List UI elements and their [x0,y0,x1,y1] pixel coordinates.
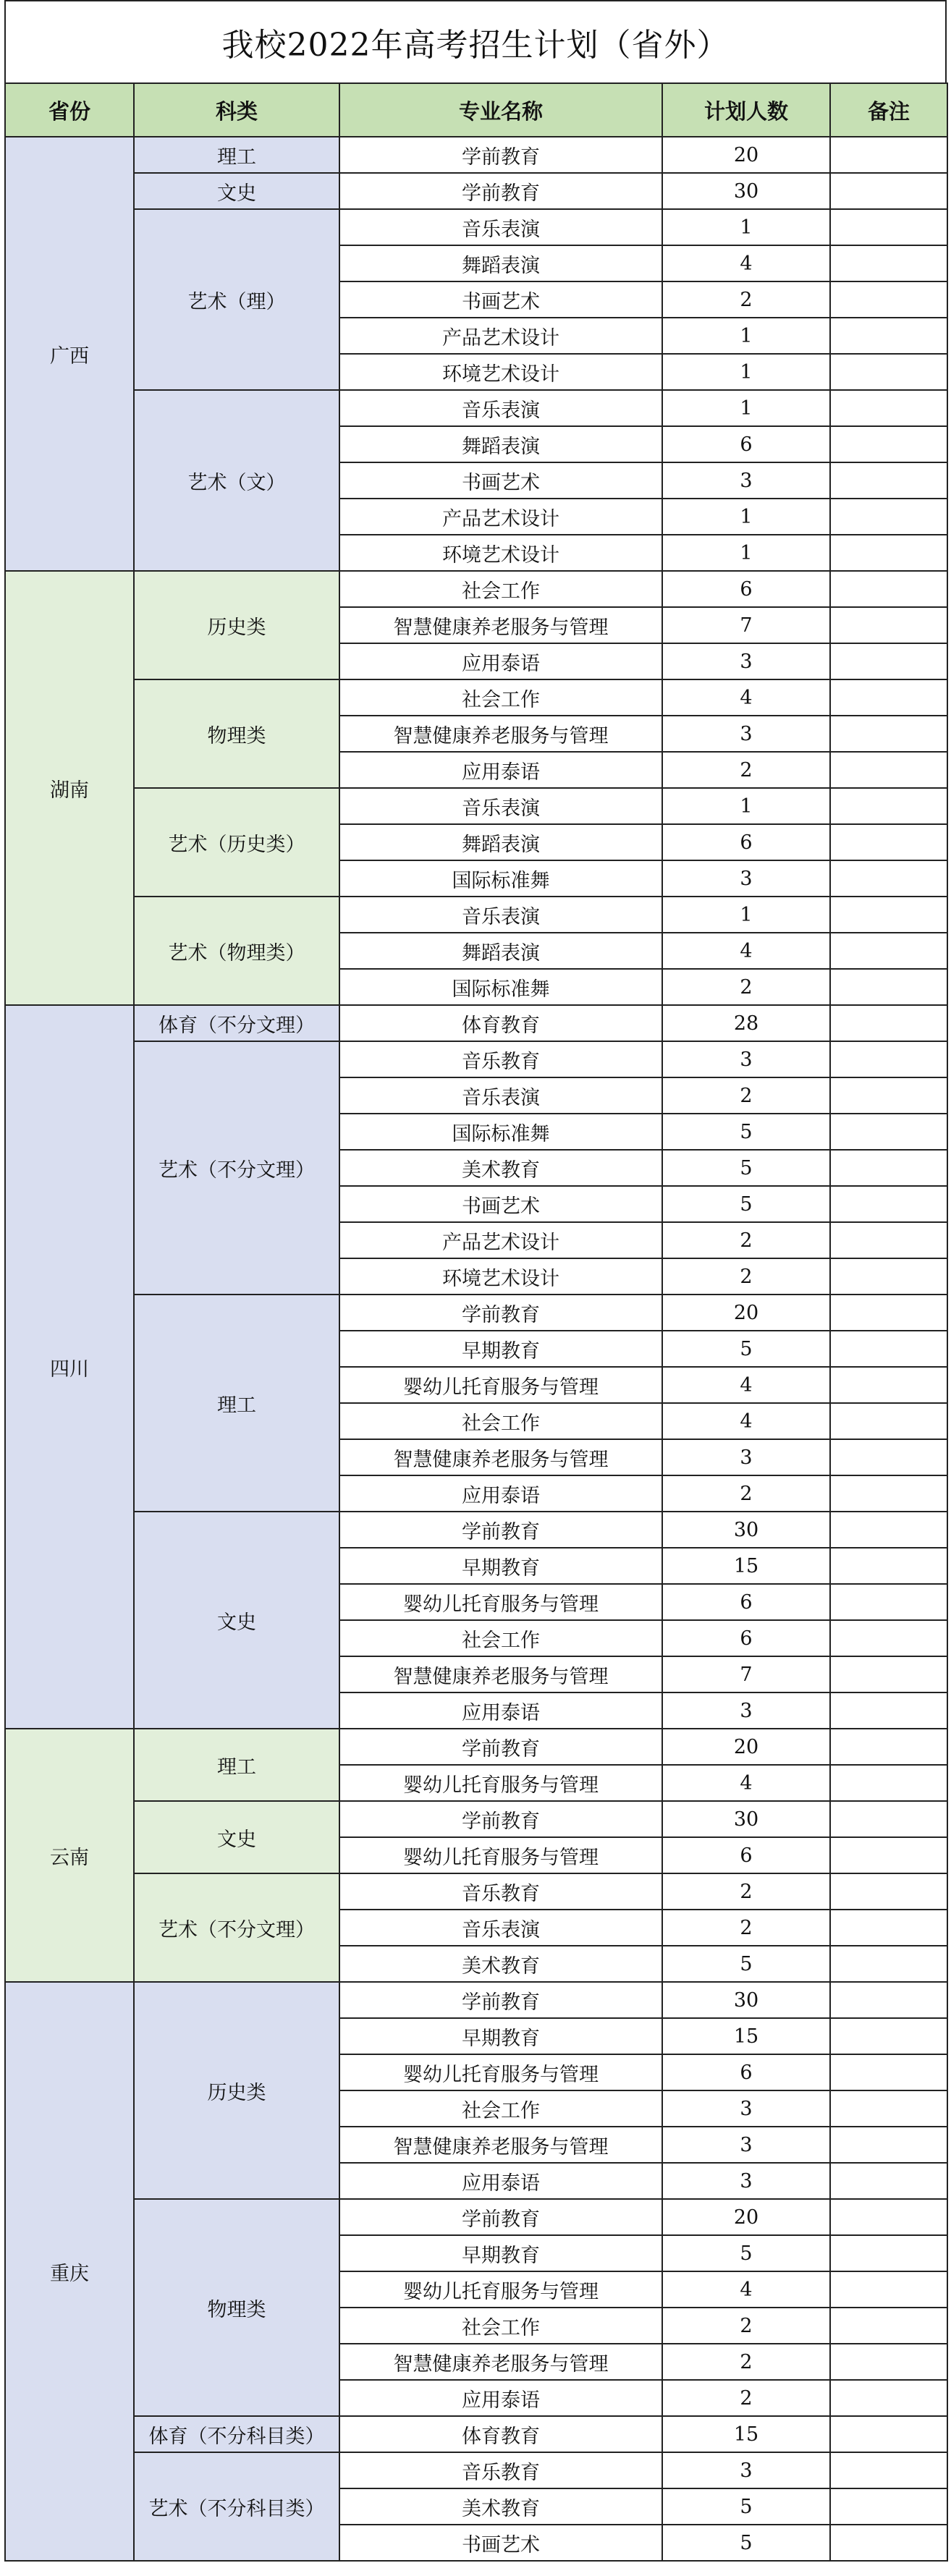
table-row [5,1729,947,1765]
category-cell: 艺术（文） [134,390,339,571]
plan-count-cell: 6 [662,1620,830,1656]
major-cell: 国际标准舞 [339,969,662,1005]
major-cell: 书画艺术 [339,2525,662,2561]
major-cell: 社会工作 [339,1403,662,1439]
plan-count-cell: 3 [662,2090,830,2127]
major-cell: 国际标准舞 [339,860,662,897]
plan-count-cell: 4 [662,245,830,281]
plan-count-cell: 20 [662,137,830,173]
table-row [5,137,947,173]
major-cell: 婴幼儿托育服务与管理 [339,1837,662,1873]
header-row [5,83,947,137]
remarks-cell [830,897,947,933]
plan-count-cell: 3 [662,2452,830,2488]
category-cell: 理工 [134,1295,339,1512]
plan-count-cell: 5 [662,1186,830,1222]
category-cell: 艺术（历史类） [134,788,339,897]
category-cell: 艺术（不分文理） [134,1873,339,1982]
table-row [5,1295,947,1331]
remarks-cell [830,2199,947,2235]
major-cell: 社会工作 [339,679,662,716]
category-cell: 文史 [134,173,339,209]
remarks-cell [830,1946,947,1982]
major-cell: 音乐表演 [339,209,662,245]
category-cell: 物理类 [134,2199,339,2416]
plan-count-cell: 30 [662,1982,830,2018]
major-cell: 产品艺术设计 [339,499,662,535]
major-cell: 体育教育 [339,2416,662,2452]
remarks-cell [830,318,947,354]
category-cell: 理工 [134,1729,339,1801]
remarks-cell [830,643,947,679]
plan-count-cell: 1 [662,390,830,426]
plan-count-cell: 2 [662,281,830,318]
plan-count-cell: 5 [662,2525,830,2561]
remarks-cell [830,2090,947,2127]
major-cell: 音乐表演 [339,1077,662,1114]
province-cell: 云南 [5,1729,134,1982]
plan-count-cell: 2 [662,1258,830,1295]
major-cell: 早期教育 [339,2018,662,2054]
plan-count-cell: 4 [662,2271,830,2308]
table-row [5,1041,947,1077]
remarks-cell [830,1656,947,1692]
major-cell: 智慧健康养老服务与管理 [339,1656,662,1692]
plan-count-cell: 5 [662,1114,830,1150]
remarks-cell [830,499,947,535]
category-cell: 物理类 [134,679,339,788]
remarks-cell [830,1873,947,1910]
table-row [5,390,947,426]
remarks-cell [830,571,947,607]
remarks-cell [830,1186,947,1222]
remarks-cell [830,1258,947,1295]
plan-count-cell: 4 [662,1765,830,1801]
province-cell: 重庆 [5,1982,134,2561]
plan-count-cell: 20 [662,2199,830,2235]
province-cell: 四川 [5,1005,134,1729]
plan-count-cell: 2 [662,2380,830,2416]
remarks-cell [830,1837,947,1873]
remarks-cell [830,1222,947,1258]
remarks-cell [830,1801,947,1837]
major-cell: 社会工作 [339,2308,662,2344]
category-cell: 文史 [134,1512,339,1729]
major-cell: 早期教育 [339,1548,662,1584]
major-cell: 产品艺术设计 [339,1222,662,1258]
remarks-cell [830,462,947,499]
table-row [5,173,947,209]
remarks-cell [830,2308,947,2344]
major-cell: 环境艺术设计 [339,354,662,390]
major-cell: 学前教育 [339,1295,662,1331]
major-cell: 学前教育 [339,1512,662,1548]
remarks-cell [830,209,947,245]
plan-count-cell: 7 [662,1656,830,1692]
table-row [5,2199,947,2235]
plan-count-cell: 1 [662,499,830,535]
category-cell: 艺术（理） [134,209,339,390]
plan-count-cell: 1 [662,535,830,571]
plan-count-cell: 2 [662,1910,830,1946]
plan-count-cell: 3 [662,462,830,499]
major-cell: 应用泰语 [339,2163,662,2199]
major-cell: 音乐教育 [339,1873,662,1910]
plan-sheet [4,0,947,2562]
table-row [5,209,947,245]
major-cell: 环境艺术设计 [339,1258,662,1295]
table-row [5,1512,947,1548]
plan-count-cell: 3 [662,860,830,897]
table-row [5,679,947,716]
plan-count-cell: 4 [662,933,830,969]
plan-count-cell: 3 [662,1041,830,1077]
plan-count-cell: 6 [662,426,830,462]
major-cell: 舞蹈表演 [339,933,662,969]
remarks-cell [830,2344,947,2380]
major-cell: 舞蹈表演 [339,245,662,281]
plan-count-cell: 1 [662,354,830,390]
major-cell: 美术教育 [339,2488,662,2525]
plan-count-cell: 2 [662,2308,830,2344]
plan-count-cell: 5 [662,1150,830,1186]
remarks-cell [830,2235,947,2271]
plan-count-cell: 7 [662,607,830,643]
major-cell: 音乐教育 [339,1041,662,1077]
remarks-cell [830,2452,947,2488]
remarks-cell [830,752,947,788]
remarks-cell [830,679,947,716]
major-cell: 书画艺术 [339,1186,662,1222]
major-cell: 音乐表演 [339,788,662,824]
major-cell: 智慧健康养老服务与管理 [339,607,662,643]
plan-count-cell: 30 [662,1512,830,1548]
plan-count-cell: 15 [662,2018,830,2054]
remarks-cell [830,2525,947,2561]
remarks-cell [830,1403,947,1439]
remarks-cell [830,1475,947,1512]
remarks-cell [830,933,947,969]
remarks-cell [830,1077,947,1114]
major-cell: 早期教育 [339,2235,662,2271]
major-cell: 学前教育 [339,137,662,173]
remarks-cell [830,1584,947,1620]
remarks-cell [830,2054,947,2090]
major-cell: 应用泰语 [339,643,662,679]
category-cell: 体育（不分文理） [134,1005,339,1041]
major-cell: 社会工作 [339,1620,662,1656]
major-cell: 应用泰语 [339,2380,662,2416]
remarks-cell [830,137,947,173]
major-cell: 早期教育 [339,1331,662,1367]
major-cell: 音乐表演 [339,390,662,426]
major-cell: 学前教育 [339,1729,662,1765]
remarks-cell [830,1005,947,1041]
remarks-cell [830,607,947,643]
remarks-cell [830,281,947,318]
plan-count-cell: 4 [662,1367,830,1403]
table-row [5,1005,947,1041]
page-title: 我校2022年高考招生计划（省外） [4,0,947,82]
remarks-cell [830,390,947,426]
remarks-cell [830,1114,947,1150]
major-cell: 美术教育 [339,1150,662,1186]
major-cell: 婴幼儿托育服务与管理 [339,1367,662,1403]
remarks-cell [830,860,947,897]
table-row [5,897,947,933]
remarks-cell [830,1331,947,1367]
enrollment-table [4,82,948,2562]
table-row [5,1873,947,1910]
plan-count-cell: 15 [662,2416,830,2452]
plan-count-cell: 2 [662,1873,830,1910]
plan-count-cell: 4 [662,1403,830,1439]
category-cell: 文史 [134,1801,339,1873]
plan-count-cell: 1 [662,897,830,933]
remarks-cell [830,1692,947,1729]
category-cell: 艺术（物理类） [134,897,339,1005]
plan-count-cell: 5 [662,1331,830,1367]
plan-count-cell: 2 [662,1077,830,1114]
plan-count-cell: 30 [662,1801,830,1837]
remarks-cell [830,2163,947,2199]
plan-count-cell: 2 [662,2344,830,2380]
major-cell: 舞蹈表演 [339,824,662,860]
major-cell: 婴幼儿托育服务与管理 [339,1584,662,1620]
major-cell: 应用泰语 [339,752,662,788]
table-header [5,83,947,137]
plan-count-cell: 6 [662,824,830,860]
plan-count-cell: 3 [662,2127,830,2163]
table-body [5,137,947,2561]
plan-count-cell: 3 [662,643,830,679]
remarks-cell [830,2380,947,2416]
major-cell: 智慧健康养老服务与管理 [339,1439,662,1475]
province-cell: 湖南 [5,571,134,1005]
category-cell: 历史类 [134,571,339,679]
major-cell: 智慧健康养老服务与管理 [339,2127,662,2163]
remarks-cell [830,1041,947,1077]
header-remarks: 备注 [830,83,947,137]
remarks-cell [830,1910,947,1946]
plan-count-cell: 28 [662,1005,830,1041]
remarks-cell [830,1150,947,1186]
plan-count-cell: 3 [662,1692,830,1729]
plan-count-cell: 5 [662,2235,830,2271]
remarks-cell [830,354,947,390]
header-plan-count: 计划人数 [662,83,830,137]
remarks-cell [830,824,947,860]
plan-count-cell: 20 [662,1729,830,1765]
remarks-cell [830,2488,947,2525]
major-cell: 国际标准舞 [339,1114,662,1150]
remarks-cell [830,1512,947,1548]
plan-count-cell: 4 [662,679,830,716]
plan-count-cell: 1 [662,318,830,354]
plan-count-cell: 6 [662,1584,830,1620]
major-cell: 音乐教育 [339,2452,662,2488]
remarks-cell [830,1765,947,1801]
remarks-cell [830,426,947,462]
major-cell: 应用泰语 [339,1475,662,1512]
remarks-cell [830,173,947,209]
header-province: 省份 [5,83,134,137]
major-cell: 智慧健康养老服务与管理 [339,716,662,752]
major-cell: 婴幼儿托育服务与管理 [339,1765,662,1801]
major-cell: 美术教育 [339,1946,662,1982]
major-cell: 舞蹈表演 [339,426,662,462]
remarks-cell [830,788,947,824]
category-cell: 艺术（不分科目类） [134,2452,339,2561]
major-cell: 学前教育 [339,1982,662,2018]
major-cell: 书画艺术 [339,281,662,318]
major-cell: 环境艺术设计 [339,535,662,571]
plan-count-cell: 15 [662,1548,830,1584]
plan-count-cell: 3 [662,2163,830,2199]
plan-count-cell: 2 [662,752,830,788]
remarks-cell [830,1982,947,2018]
category-cell: 体育（不分科目类） [134,2416,339,2452]
header-major: 专业名称 [339,83,662,137]
major-cell: 体育教育 [339,1005,662,1041]
major-cell: 智慧健康养老服务与管理 [339,2344,662,2380]
remarks-cell [830,245,947,281]
remarks-cell [830,1367,947,1403]
plan-count-cell: 5 [662,2488,830,2525]
remarks-cell [830,2127,947,2163]
plan-count-cell: 3 [662,716,830,752]
remarks-cell [830,1729,947,1765]
header-category: 科类 [134,83,339,137]
major-cell: 学前教育 [339,2199,662,2235]
table-row [5,1982,947,2018]
plan-count-cell: 6 [662,1837,830,1873]
major-cell: 学前教育 [339,1801,662,1837]
plan-count-cell: 6 [662,571,830,607]
category-cell: 艺术（不分文理） [134,1041,339,1295]
plan-count-cell: 6 [662,2054,830,2090]
remarks-cell [830,2018,947,2054]
major-cell: 婴幼儿托育服务与管理 [339,2054,662,2090]
plan-count-cell: 3 [662,1439,830,1475]
remarks-cell [830,2416,947,2452]
plan-count-cell: 1 [662,209,830,245]
province-cell: 广西 [5,137,134,571]
table-row [5,1801,947,1837]
category-cell: 历史类 [134,1982,339,2199]
plan-count-cell: 2 [662,969,830,1005]
major-cell: 社会工作 [339,571,662,607]
plan-count-cell: 20 [662,1295,830,1331]
plan-count-cell: 2 [662,1475,830,1512]
table-row [5,2416,947,2452]
major-cell: 产品艺术设计 [339,318,662,354]
plan-count-cell: 30 [662,173,830,209]
table-row [5,788,947,824]
plan-count-cell: 2 [662,1222,830,1258]
remarks-cell [830,1295,947,1331]
category-cell: 理工 [134,137,339,173]
major-cell: 应用泰语 [339,1692,662,1729]
remarks-cell [830,1548,947,1584]
remarks-cell [830,716,947,752]
major-cell: 音乐表演 [339,897,662,933]
table-row [5,2452,947,2488]
major-cell: 社会工作 [339,2090,662,2127]
remarks-cell [830,1439,947,1475]
remarks-cell [830,2271,947,2308]
remarks-cell [830,969,947,1005]
plan-count-cell: 5 [662,1946,830,1982]
remarks-cell [830,535,947,571]
remarks-cell [830,1620,947,1656]
major-cell: 学前教育 [339,173,662,209]
plan-count-cell: 1 [662,788,830,824]
major-cell: 音乐表演 [339,1910,662,1946]
table-row [5,571,947,607]
major-cell: 书画艺术 [339,462,662,499]
major-cell: 婴幼儿托育服务与管理 [339,2271,662,2308]
